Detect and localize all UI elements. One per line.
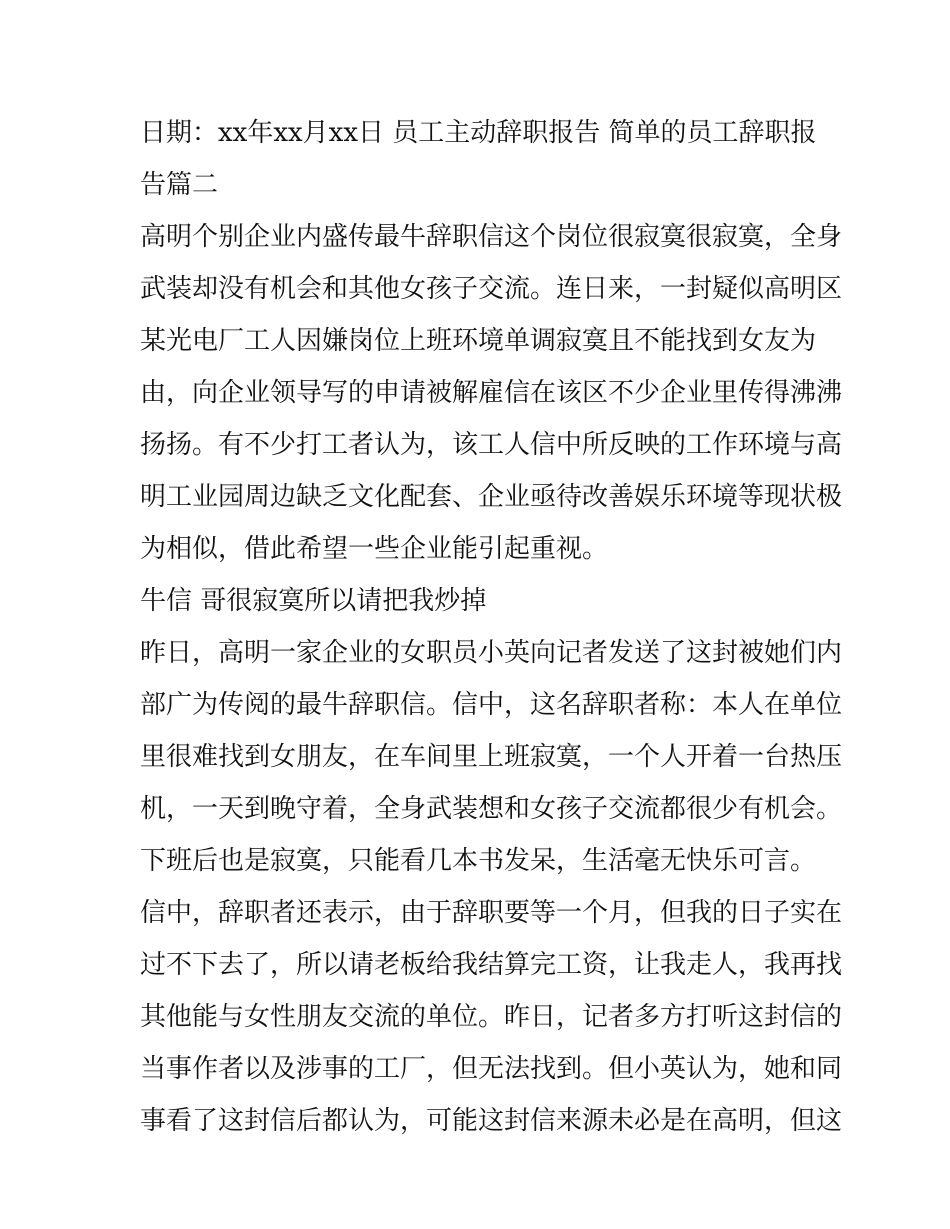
text-line: 明工业园周边缺乏文化配套、企业亟待改善娱乐环境等现状极 bbox=[140, 482, 843, 512]
section-heading: 牛信 哥很寂寞所以请把我炒掉 bbox=[140, 586, 487, 616]
text-line: 昨日，高明一家企业的女职员小英向记者发送了这封被她们内 bbox=[140, 638, 843, 668]
text-line-title-cont: 告篇二 bbox=[140, 170, 219, 200]
text-line: 为相似，借此希望一些企业能引起重视。 bbox=[140, 534, 609, 564]
text-line: 信中，辞职者还表示，由于辞职要等一个月，但我的日子实在 bbox=[140, 898, 843, 928]
text-line: 部广为传阅的最牛辞职信。信中，这名辞职者称：本人在单位 bbox=[140, 690, 843, 720]
document-body bbox=[140, 107, 843, 1147]
text-line: 由，向企业领导写的申请被解雇信在该区不少企业里传得沸沸 bbox=[140, 378, 843, 408]
text-line: 过不下去了，所以请老板给我结算完工资，让我走人，我再找 bbox=[140, 950, 843, 980]
text-line: 扬扬。有不少打工者认为，该工人信中所反映的工作环境与高 bbox=[140, 430, 843, 460]
text-line: 机，一天到晚守着，全身武装想和女孩子交流都很少有机会。 bbox=[140, 794, 843, 824]
text-line: 下班后也是寂寞，只能看几本书发呆，生活毫无快乐可言。 bbox=[140, 846, 817, 876]
text-line-date-title: 日期：xx年xx月xx日 员工主动辞职报告 简单的员工辞职报 bbox=[140, 118, 817, 148]
text-line: 其他能与女性朋友交流的单位。昨日，记者多方打听这封信的 bbox=[140, 1002, 843, 1032]
text-line: 某光电厂工人因嫌岗位上班环境单调寂寞且不能找到女友为 bbox=[140, 326, 817, 356]
text-line: 里很难找到女朋友，在车间里上班寂寞，一个人开着一台热压 bbox=[140, 742, 843, 772]
text-line: 武装却没有机会和其他女孩子交流。连日来，一封疑似高明区 bbox=[140, 274, 843, 304]
text-line: 高明个别企业内盛传最牛辞职信这个岗位很寂寞很寂寞，全身 bbox=[140, 222, 843, 252]
text-line: 当事作者以及涉事的工厂，但无法找到。但小英认为，她和同 bbox=[140, 1054, 843, 1084]
text-line: 事看了这封信后都认为，可能这封信来源未必是在高明，但这 bbox=[140, 1106, 843, 1136]
